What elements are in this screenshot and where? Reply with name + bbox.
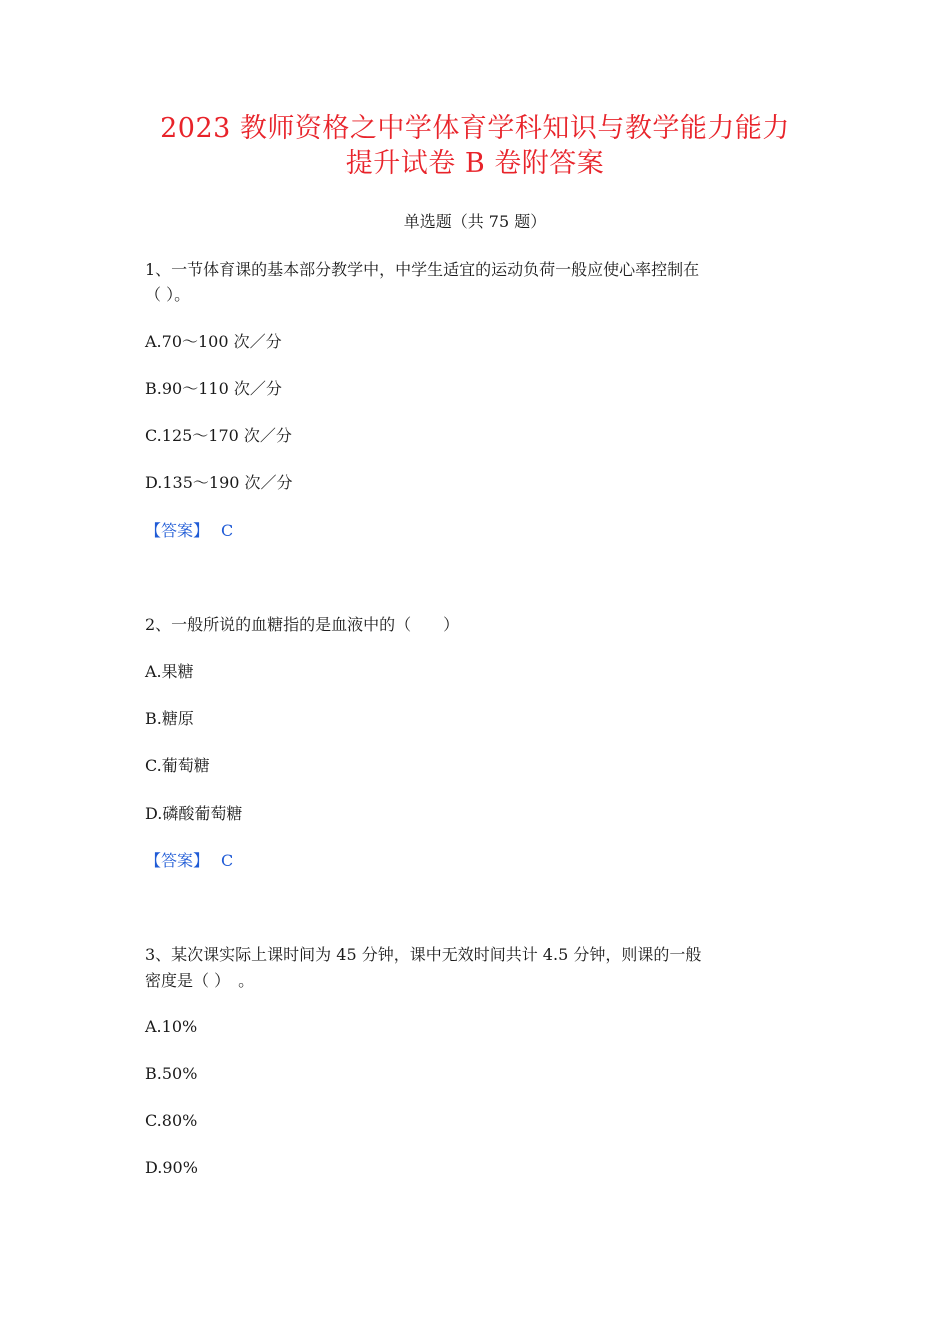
document-title-line2: 提升试卷 B 卷附答案 xyxy=(345,148,605,179)
question-1-option-c: C.125～170 次／分 xyxy=(145,426,292,445)
question-3-stem-line2: 密度是（ ） 。 xyxy=(145,971,255,990)
question-3-option-c: C.80% xyxy=(145,1111,198,1130)
question-2-answer xyxy=(145,850,233,872)
question-3-option-d: D.90% xyxy=(145,1158,198,1177)
question-1-option-d: D.135～190 次／分 xyxy=(145,473,293,492)
answer-label: 【答案】 xyxy=(145,851,210,870)
answer-value: C xyxy=(221,851,234,870)
answer-label: 【答案】 xyxy=(145,521,210,540)
question-3-option-b: B.50% xyxy=(145,1064,198,1083)
question-2-option-a: A.果糖 xyxy=(145,662,194,681)
section-heading: 单选题（共 75 题） xyxy=(403,212,547,231)
question-2-option-d: D.磷酸葡萄糖 xyxy=(145,804,243,823)
question-2-stem-line1: 2、一般所说的血糖指的是血液中的（ ） xyxy=(145,615,460,634)
question-1-option-b: B.90～110 次／分 xyxy=(145,379,282,398)
question-2-option-c: C.葡萄糖 xyxy=(145,756,210,775)
document-title-line1: 2023 教师资格之中学体育学科知识与教学能力能力 xyxy=(160,113,790,144)
answer-value: C xyxy=(221,521,234,540)
question-1-stem-line2: （ ）。 xyxy=(145,285,191,304)
question-3-stem-line1: 3、某次课实际上课时间为 45 分钟，课中无效时间共计 4.5 分钟，则课的一般 xyxy=(145,945,702,964)
question-1-stem-line1: 1、一节体育课的基本部分教学中，中学生适宜的运动负荷一般应使心率控制在 xyxy=(145,260,700,279)
question-1-option-a: A.70～100 次／分 xyxy=(145,332,282,351)
question-3-option-a: A.10% xyxy=(145,1017,198,1036)
question-2-option-b: B.糖原 xyxy=(145,709,194,728)
question-1-answer xyxy=(145,520,233,542)
